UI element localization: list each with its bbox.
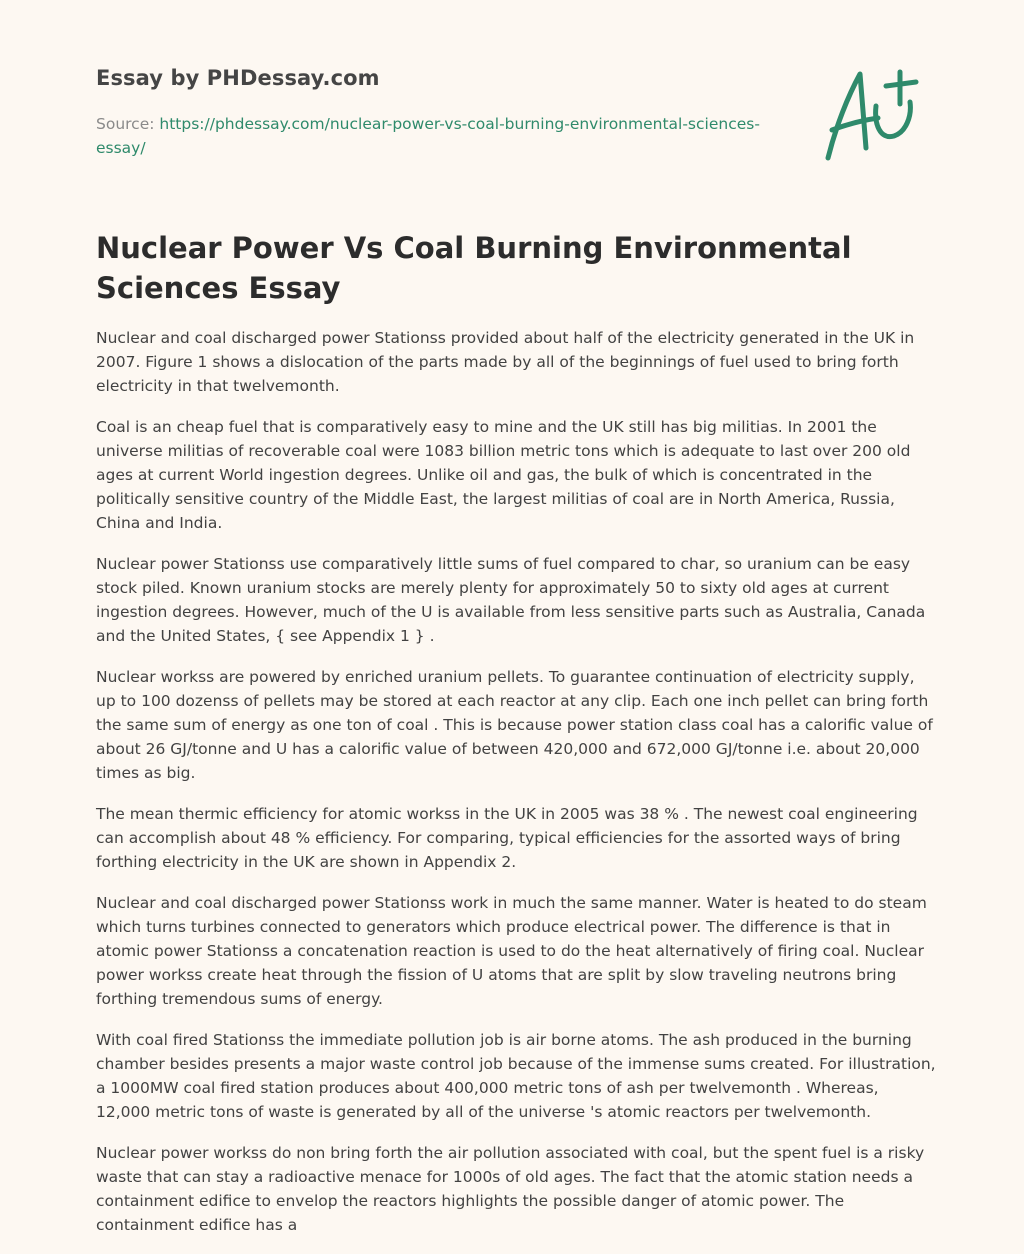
paragraph: With coal fired Stationss the immediate pollution job is air borne atoms. The ash produced in the burning chamber besides presents a major waste control job because of the immense sums created. For illustration, a 1000MW coal fired station produces about 400,000 metric tons of ash per twelvemonth . Whereas, 12,000 metric tons of waste is generated by all of the universe 's atomic reactors per twelvemonth. [96, 1031, 936, 1121]
essay-title: Nuclear Power Vs Coal Burning Environmental Sciences Essay [96, 231, 852, 305]
essay-body [96, 326, 936, 1254]
site-brand: Essay by PHDessay.com [96, 66, 380, 90]
paragraph: Nuclear and coal discharged power Stationss provided about half of the electricity generated in the UK in 2007. Figure 1 shows a dislocation of the parts made by all of the beginnings of fuel used to bring forth electricity in that twelvemonth. [96, 329, 915, 395]
paragraph: Nuclear power workss do non bring forth the air pollution associated with coal, but the spent fuel is a risky waste that can stay a radioactive menace for 1000s of old ages. The fact that the atomic station needs a containment edifice to envelop the reactors highlights the possible danger of atomic power. The containment edifice has a [96, 1144, 925, 1234]
paragraph: Nuclear and coal discharged power Stationss work in much the same manner. Water is heated to do steam which turns turbines connected to generators which produce electrical power. The difference is that in atomic power Stationss a concatenation reaction is used to do the heat alternatively of firing coal. Nuclear power workss create heat through the fission of U atoms that are split by slow traveling neutrons bring forthing tremendous sums of energy. [96, 894, 927, 1008]
paragraph: Coal is an cheap fuel that is comparatively easy to mine and the UK still has big militias. In 2001 the universe militias of recoverable coal were 1083 billion metric tons which is adequate to last over 200 old ages at current World ingestion degrees. Unlike oil and gas, the bulk of which is concentrated in the politically sensitive country of the Middle East, the largest militias of coal are in North America, Russia, China and India. [96, 418, 911, 532]
source-link[interactable]: https://phdessay.com/nuclear-power-vs-coal-burning-environmental-sciences-essay/ [96, 115, 760, 157]
source-line [96, 112, 776, 160]
paragraph: Nuclear power Stationss use comparatively little sums of fuel compared to char, so uranium can be easy stock piled. Known uranium stocks are merely plenty for approximately 50 to sixty old ages at current ingestion degrees. However, much of the U is available from less sensitive parts such as Australia, Canada and the United States, { see Appendix 1 } . [96, 555, 926, 645]
source-label: Source: [96, 115, 160, 133]
a-plus-logo-icon [818, 66, 930, 166]
paragraph: Nuclear workss are powered by enriched uranium pellets. To guarantee continuation of electricity supply, up to 100 dozenss of pellets may be stored at each reactor at any clip. Each one inch pellet can bring forth the same sum of energy as one ton of coal . This is because power station class coal has a calorific value of about 26 GJ/tonne and U has a calorific value of between 420,000 and 672,000 GJ/tonne i.e. about 20,000 times as big. [96, 668, 933, 782]
paragraph: The mean thermic efficiency for atomic workss in the UK in 2005 was 38 % . The newest coal engineering can accomplish about 48 % efficiency. For comparing, typical efficiencies for the assorted ways of bring forthing electricity in the UK are shown in Appendix 2. [96, 805, 918, 871]
